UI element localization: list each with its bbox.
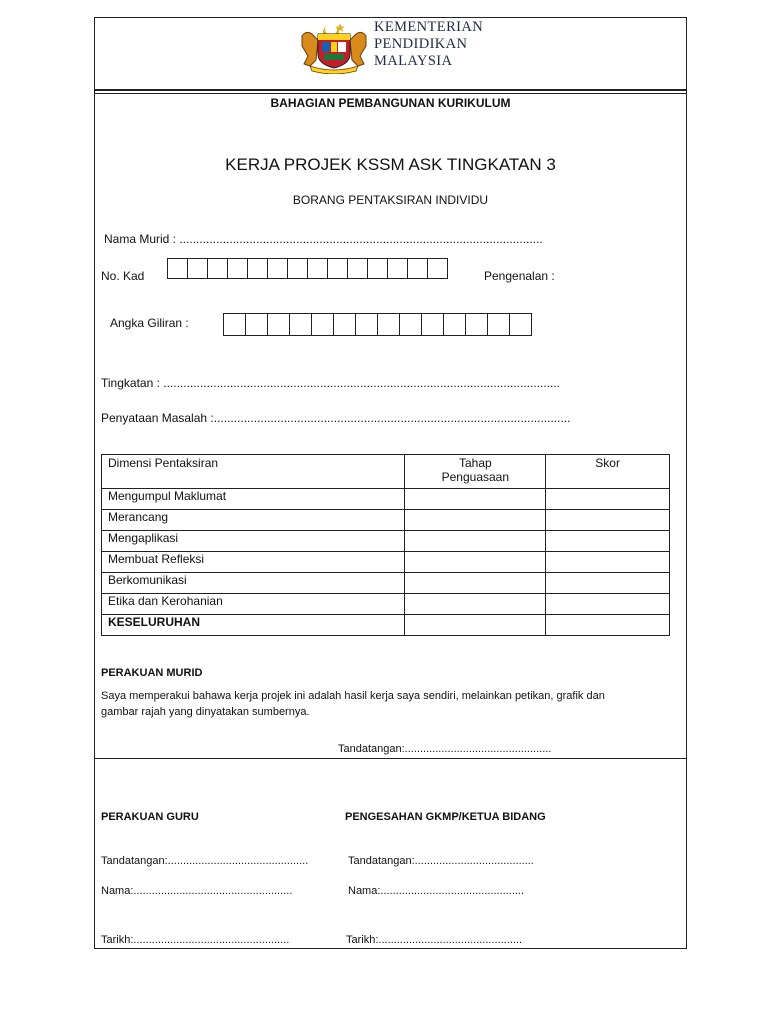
guru-nama-field[interactable]: Nama:.................................................... xyxy=(101,885,293,897)
header-tahap xyxy=(405,455,546,489)
table-row-total xyxy=(102,615,670,636)
pengesahan-heading: PENGESAHAN GKMP/KETUA BIDANG xyxy=(345,811,546,823)
tahap-cell[interactable] xyxy=(405,573,546,594)
tahap-cell[interactable] xyxy=(405,531,546,552)
header-divider-thin xyxy=(94,93,687,94)
tahap-cell[interactable] xyxy=(405,594,546,615)
left-tiger-icon xyxy=(302,32,318,66)
skor-cell[interactable] xyxy=(546,510,670,531)
row-label: Mengumpul Maklumat xyxy=(102,489,405,510)
penyataan-masalah-field[interactable]: Penyataan Masalah :........................................................................................................... xyxy=(101,411,571,425)
giliran-digit-box[interactable] xyxy=(245,313,268,336)
section-divider xyxy=(94,758,687,759)
ic-digit-box[interactable] xyxy=(267,258,288,279)
ic-digit-box[interactable] xyxy=(327,258,348,279)
ministry-line-1: KEMENTERIAN xyxy=(374,19,484,35)
header-tahap-line2: Penguasaan xyxy=(441,470,510,484)
gkmp-signature-field[interactable]: Tandatangan:....................................... xyxy=(348,855,534,867)
perakuan-murid-text-1: Saya memperakui bahawa kerja projek ini adalah hasil kerja saya sendiri, melainkan petikan, grafik dan xyxy=(101,690,605,702)
header-divider xyxy=(94,89,687,91)
ic-digit-box[interactable] xyxy=(407,258,428,279)
ic-digit-box[interactable] xyxy=(307,258,328,279)
giliran-digit-box[interactable] xyxy=(289,313,312,336)
guru-tarikh-field[interactable]: Tarikh:................................................... xyxy=(101,934,290,946)
no-kad-label: No. Kad xyxy=(101,269,145,283)
perakuan-murid-heading: PERAKUAN MURID xyxy=(101,667,203,679)
tingkatan-field[interactable]: Tingkatan : ....................................................................................................................... xyxy=(101,376,560,390)
ic-digit-box[interactable] xyxy=(207,258,228,279)
giliran-digit-box[interactable] xyxy=(465,313,488,336)
skor-cell[interactable] xyxy=(546,531,670,552)
skor-cell[interactable] xyxy=(546,489,670,510)
giliran-digit-box[interactable] xyxy=(311,313,334,336)
nama-murid-field[interactable]: Nama Murid : ............................................................................................................. xyxy=(104,232,543,246)
row-label: Membuat Refleksi xyxy=(102,552,405,573)
angka-giliran-label: Angka Giliran : xyxy=(110,316,189,330)
ic-digit-box[interactable] xyxy=(427,258,448,279)
giliran-digit-box[interactable] xyxy=(399,313,422,336)
giliran-digit-box[interactable] xyxy=(377,313,400,336)
page-title: KERJA PROJEK KSSM ASK TINGKATAN 3 xyxy=(225,155,556,174)
giliran-digit-box[interactable] xyxy=(355,313,378,336)
table-row xyxy=(102,594,670,615)
ic-digit-box[interactable] xyxy=(367,258,388,279)
skor-cell[interactable] xyxy=(546,594,670,615)
table-row xyxy=(102,573,670,594)
skor-cell[interactable] xyxy=(546,615,670,636)
giliran-digit-box[interactable] xyxy=(487,313,510,336)
table-row xyxy=(102,510,670,531)
ic-digit-box[interactable] xyxy=(227,258,248,279)
table-row xyxy=(102,531,670,552)
assessment-table xyxy=(101,454,670,636)
header-tahap-line1: Tahap xyxy=(458,456,492,470)
tahap-cell[interactable] xyxy=(405,510,546,531)
tahap-cell[interactable] xyxy=(405,615,546,636)
gkmp-tarikh-field[interactable]: Tarikh:............................................... xyxy=(346,934,523,946)
ic-digit-box[interactable] xyxy=(287,258,308,279)
tahap-cell[interactable] xyxy=(405,552,546,573)
coat-of-arms-logo xyxy=(296,20,372,74)
tahap-cell[interactable] xyxy=(405,489,546,510)
ic-digit-box[interactable] xyxy=(167,258,188,279)
ministry-name xyxy=(374,19,483,70)
giliran-digit-box[interactable] xyxy=(443,313,466,336)
ic-digit-box[interactable] xyxy=(387,258,408,279)
guru-signature-field[interactable]: Tandatangan:.............................................. xyxy=(101,855,309,867)
ic-number-boxes[interactable] xyxy=(167,258,448,279)
perakuan-guru-heading: PERAKUAN GURU xyxy=(101,811,199,823)
row-label: Berkomunikasi xyxy=(102,573,405,594)
row-label: Etika dan Kerohanian xyxy=(102,594,405,615)
star-icon xyxy=(335,23,345,32)
ministry-line-2: PENDIDIKAN xyxy=(374,36,468,52)
table-header-row xyxy=(102,455,670,489)
right-tiger-icon xyxy=(350,32,366,66)
giliran-digit-box[interactable] xyxy=(509,313,532,336)
ministry-line-3: MALAYSIA xyxy=(374,53,453,69)
ic-digit-box[interactable] xyxy=(247,258,268,279)
header-dimensi: Dimensi Pentaksiran xyxy=(102,455,405,489)
giliran-digit-box[interactable] xyxy=(223,313,246,336)
table-row xyxy=(102,552,670,573)
division-name: BAHAGIAN PEMBANGUNAN KURIKULUM xyxy=(270,96,511,110)
ic-digit-box[interactable] xyxy=(347,258,368,279)
skor-cell[interactable] xyxy=(546,573,670,594)
header-skor: Skor xyxy=(546,455,670,489)
table-row xyxy=(102,489,670,510)
row-label: Mengaplikasi xyxy=(102,531,405,552)
row-label: Merancang xyxy=(102,510,405,531)
giliran-digit-box[interactable] xyxy=(421,313,444,336)
angka-giliran-boxes[interactable] xyxy=(223,313,532,336)
gkmp-nama-field[interactable]: Nama:............................................... xyxy=(348,885,525,897)
row-label-total: KESELURUHAN xyxy=(102,615,405,636)
form-subtitle: BORANG PENTAKSIRAN INDIVIDU xyxy=(292,193,489,207)
pengenalan-label: Pengenalan : xyxy=(484,269,555,283)
ic-digit-box[interactable] xyxy=(187,258,208,279)
murid-signature-field[interactable]: Tandatangan:................................................ xyxy=(338,743,552,755)
giliran-digit-box[interactable] xyxy=(267,313,290,336)
perakuan-murid-text-2: gambar rajah yang dinyatakan sumbernya. xyxy=(101,706,310,718)
giliran-digit-box[interactable] xyxy=(333,313,356,336)
skor-cell[interactable] xyxy=(546,552,670,573)
